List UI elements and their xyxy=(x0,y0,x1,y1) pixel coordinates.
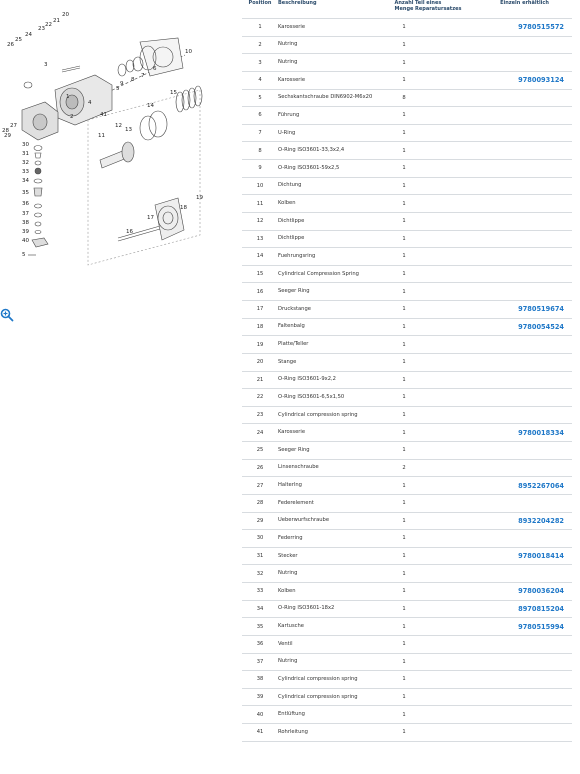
table-row xyxy=(242,248,572,266)
table-row xyxy=(242,213,572,231)
row-quantity: 1 xyxy=(402,77,406,84)
table-row xyxy=(242,654,572,672)
callout-label: 29 xyxy=(4,133,11,139)
row-quantity: 1 xyxy=(402,271,406,278)
row-position: 38 xyxy=(256,676,264,683)
table-row xyxy=(242,424,572,442)
table-body xyxy=(242,19,572,742)
table-row xyxy=(242,142,572,160)
row-part-number[interactable]: 9780036204 xyxy=(518,587,564,596)
row-description: Fuehrungsring xyxy=(278,252,316,259)
row-position: 10 xyxy=(256,182,264,189)
callout-label: 30 xyxy=(22,142,29,148)
row-part-number[interactable]: 8952267064 xyxy=(518,481,564,490)
table-row xyxy=(242,477,572,495)
row-description: U-Ring xyxy=(278,129,296,136)
row-quantity: 1 xyxy=(402,200,406,207)
callout-label: 3 xyxy=(44,62,48,68)
row-part-number[interactable]: 8932204282 xyxy=(518,516,564,525)
row-description: Dichtlippe xyxy=(278,217,305,224)
table-row xyxy=(242,354,572,372)
row-quantity: 1 xyxy=(402,306,406,313)
row-position: 13 xyxy=(256,235,264,242)
callout-label: 27 xyxy=(10,123,17,129)
row-quantity: 1 xyxy=(402,482,406,489)
row-description: Stange xyxy=(278,358,297,365)
row-position: 18 xyxy=(256,323,264,330)
row-quantity: 1 xyxy=(402,165,406,172)
row-position: 37 xyxy=(256,658,264,665)
table-row xyxy=(242,301,572,319)
table-row xyxy=(242,178,572,196)
row-position: 16 xyxy=(256,288,264,295)
callout-label: 24 xyxy=(25,32,32,38)
callout-label: 18 xyxy=(180,205,187,211)
row-position: 23 xyxy=(256,412,264,419)
zoom-in-icon[interactable] xyxy=(0,308,14,322)
row-description: Platte/Teller xyxy=(278,341,309,348)
callout-label: 34 xyxy=(22,178,29,184)
row-position: 31 xyxy=(256,553,264,560)
row-description: Nutring xyxy=(278,59,298,66)
header-quantity: Anzahl Menge xyxy=(394,0,414,12)
row-position: 7 xyxy=(258,130,262,137)
table-row xyxy=(242,266,572,284)
row-description: Entlüftung xyxy=(278,711,305,718)
row-position: 5 xyxy=(258,94,262,101)
callout-label: 10 xyxy=(185,49,192,55)
row-position: 21 xyxy=(256,376,264,383)
callout-label: 36 xyxy=(22,201,29,207)
row-quantity: 1 xyxy=(402,729,406,736)
table-row xyxy=(242,37,572,55)
row-position: 19 xyxy=(256,341,264,348)
row-quantity: 1 xyxy=(402,517,406,524)
row-description: Cylindrical Compression Spring xyxy=(278,270,359,277)
row-quantity: 1 xyxy=(402,500,406,507)
header-repair-kit: Teil eines Reparatursatzes xyxy=(415,0,462,12)
table-row xyxy=(242,195,572,213)
row-description: Sechskantschraube DIN6902-M6x20 xyxy=(278,94,373,101)
table-row xyxy=(242,319,572,337)
table-row xyxy=(242,54,572,72)
row-description: Karosserie xyxy=(278,429,306,436)
table-row xyxy=(242,160,572,178)
table-row xyxy=(242,389,572,407)
callout-label: 17 xyxy=(147,215,154,221)
row-part-number[interactable]: 9780018414 xyxy=(518,552,564,561)
row-description: O-Ring ISO3601-9x2,2 xyxy=(278,376,336,383)
callout-label: 5 xyxy=(22,252,26,258)
row-quantity: 1 xyxy=(402,112,406,119)
row-position: 9 xyxy=(258,165,262,172)
row-part-number[interactable]: 9780018334 xyxy=(518,428,564,437)
row-description: Cylindrical compression spring xyxy=(278,675,358,682)
row-quantity: 1 xyxy=(402,570,406,577)
row-description: O-Ring ISO3601-59x2,5 xyxy=(278,164,340,171)
row-description: Kolben xyxy=(278,200,296,207)
callout-label: 7 xyxy=(141,73,145,79)
row-quantity: 1 xyxy=(402,147,406,154)
row-quantity: 1 xyxy=(402,535,406,542)
row-position: 12 xyxy=(256,218,264,225)
row-description: Seeger Ring xyxy=(278,446,310,453)
callout-label: 35 xyxy=(22,190,29,196)
row-position: 14 xyxy=(256,253,264,260)
row-position: 8 xyxy=(258,147,262,154)
row-quantity: 1 xyxy=(402,605,406,612)
row-position: 40 xyxy=(256,711,264,718)
callout-label: 19 xyxy=(196,195,203,201)
callout-label: 4 xyxy=(88,100,92,106)
callout-label: 37 xyxy=(22,211,29,217)
row-part-number[interactable]: 9780515572 xyxy=(518,23,564,32)
parts-table xyxy=(242,0,572,742)
callout-label: 39 xyxy=(22,229,29,235)
callout-label: 8 xyxy=(131,77,135,83)
row-description: Seeger Ring xyxy=(278,288,310,295)
callout-label: 11 xyxy=(98,133,105,139)
exploded-parts-diagram xyxy=(0,12,205,265)
table-row xyxy=(242,601,572,619)
row-description: Dichtung xyxy=(278,182,302,189)
row-quantity: 1 xyxy=(402,711,406,718)
callout-label: 1 xyxy=(66,94,70,100)
table-row xyxy=(242,583,572,601)
row-quantity: 1 xyxy=(402,641,406,648)
row-description: Ueberwurfschraube xyxy=(278,517,330,524)
row-part-number[interactable]: 9780093124 xyxy=(518,76,564,85)
table-row xyxy=(242,231,572,249)
row-description: O-Ring ISO3601-33,3x2,4 xyxy=(278,147,345,154)
row-quantity: 1 xyxy=(402,288,406,295)
row-description: Faltenbalg xyxy=(278,323,305,330)
row-description: O-Ring ISO3601-18x2 xyxy=(278,605,335,612)
row-description: Karosserie xyxy=(278,76,306,83)
row-quantity: 1 xyxy=(402,447,406,454)
row-quantity: 8 xyxy=(402,94,406,101)
table-row xyxy=(242,336,572,354)
header-single: Einzeln erhältlich xyxy=(500,0,549,6)
row-position: 15 xyxy=(256,271,264,278)
row-position: 26 xyxy=(256,464,264,471)
row-quantity: 1 xyxy=(402,658,406,665)
table-row xyxy=(242,283,572,301)
callout-label: 5 xyxy=(116,86,120,92)
row-quantity: 2 xyxy=(402,464,406,471)
row-description: Cylindrical compression spring xyxy=(278,411,358,418)
row-description: Führung xyxy=(278,111,300,118)
row-description: Nutring xyxy=(278,570,298,577)
row-quantity: 1 xyxy=(402,429,406,436)
row-description: Nutring xyxy=(278,41,298,48)
row-description: Halterlng xyxy=(278,482,302,489)
callout-label: 15 xyxy=(170,90,177,96)
table-row xyxy=(242,495,572,513)
row-quantity: 1 xyxy=(402,130,406,137)
row-position: 2 xyxy=(258,41,262,48)
row-quantity: 1 xyxy=(402,376,406,383)
table-row xyxy=(242,671,572,689)
row-quantity: 1 xyxy=(402,694,406,701)
callout-label: 31 xyxy=(22,151,29,157)
row-quantity: 1 xyxy=(402,253,406,260)
row-quantity: 1 xyxy=(402,323,406,330)
row-description: Karosserie xyxy=(278,23,306,30)
row-part-number[interactable]: 8970815204 xyxy=(518,604,564,613)
row-quantity: 1 xyxy=(402,41,406,48)
row-description: Druckstange xyxy=(278,305,311,312)
table-header xyxy=(242,0,572,19)
row-part-number[interactable]: 9780054524 xyxy=(518,322,564,331)
table-row xyxy=(242,442,572,460)
table-row xyxy=(242,72,572,90)
row-position: 32 xyxy=(256,570,264,577)
row-description: Nutring xyxy=(278,658,298,665)
table-row xyxy=(242,565,572,583)
callout-label: 25 xyxy=(15,37,22,43)
row-position: 4 xyxy=(258,77,262,84)
row-position: 6 xyxy=(258,112,262,119)
row-position: 25 xyxy=(256,447,264,454)
row-description: Cylindrical compression spring xyxy=(278,693,358,700)
table-row xyxy=(242,513,572,531)
row-position: 30 xyxy=(256,535,264,542)
row-description: Rohrleitung xyxy=(278,728,308,735)
row-quantity: 1 xyxy=(402,182,406,189)
table-row xyxy=(242,90,572,108)
row-position: 34 xyxy=(256,605,264,612)
row-description: Stecker xyxy=(278,552,298,559)
table-row xyxy=(242,530,572,548)
row-position: 3 xyxy=(258,59,262,66)
table-row xyxy=(242,724,572,742)
callout-label: 6 xyxy=(153,66,157,72)
table-row xyxy=(242,460,572,478)
row-description: Kolben xyxy=(278,587,296,594)
row-description: O-Ring ISO3601-6,5x1,50 xyxy=(278,393,345,400)
row-quantity: 1 xyxy=(402,341,406,348)
row-position: 11 xyxy=(256,200,264,207)
row-quantity: 1 xyxy=(402,623,406,630)
callout-label: 14 xyxy=(147,103,154,109)
callout-label: 22 xyxy=(45,22,52,28)
row-position: 17 xyxy=(256,306,264,313)
row-part-number[interactable]: 9780515994 xyxy=(518,622,564,631)
header-position: Position xyxy=(248,0,272,6)
row-quantity: 1 xyxy=(402,235,406,242)
row-description: Federelement xyxy=(278,499,314,506)
row-quantity: 1 xyxy=(402,218,406,225)
table-row xyxy=(242,372,572,390)
callout-label: 12 xyxy=(115,123,122,129)
callout-label: 38 xyxy=(22,220,29,226)
row-quantity: 1 xyxy=(402,588,406,595)
row-position: 36 xyxy=(256,641,264,648)
callout-label: 32 xyxy=(22,160,29,166)
callout-label: 40 xyxy=(22,238,29,244)
table-row xyxy=(242,706,572,724)
row-position: 1 xyxy=(258,24,262,31)
row-quantity: 1 xyxy=(402,394,406,401)
callout-label: 16 xyxy=(126,229,133,235)
callout-label: 26 xyxy=(7,42,14,48)
row-position: 33 xyxy=(256,588,264,595)
callout-label: 20 xyxy=(62,12,69,18)
row-position: 28 xyxy=(256,500,264,507)
row-position: 22 xyxy=(256,394,264,401)
table-row xyxy=(242,107,572,125)
row-part-number[interactable]: 9780519674 xyxy=(518,305,564,314)
row-position: 24 xyxy=(256,429,264,436)
callout-label: 33 xyxy=(22,169,29,175)
table-row xyxy=(242,618,572,636)
row-description: Federring xyxy=(278,534,303,541)
table-row xyxy=(242,636,572,654)
row-quantity: 1 xyxy=(402,24,406,31)
row-quantity: 1 xyxy=(402,359,406,366)
row-description: Kartusche xyxy=(278,623,304,630)
table-row xyxy=(242,125,572,143)
row-position: 35 xyxy=(256,623,264,630)
table-row xyxy=(242,19,572,37)
callout-label: 21 xyxy=(53,18,60,24)
row-quantity: 1 xyxy=(402,553,406,560)
table-row xyxy=(242,689,572,707)
row-position: 41 xyxy=(256,729,264,736)
row-description: Linsenschraube xyxy=(278,464,319,471)
callout-label: 13 xyxy=(125,127,132,133)
row-quantity: 1 xyxy=(402,412,406,419)
callout-label: 23 xyxy=(38,26,45,32)
row-description: Dichtlippe xyxy=(278,235,305,242)
row-position: 39 xyxy=(256,694,264,701)
callout-label: 9 xyxy=(120,81,124,87)
header-description: Beschreibung xyxy=(278,0,317,6)
callout-label: 28 xyxy=(2,128,9,134)
row-position: 29 xyxy=(256,517,264,524)
row-quantity: 1 xyxy=(402,676,406,683)
row-description: Ventil xyxy=(278,640,293,647)
callout-label: 41 xyxy=(100,112,107,118)
row-quantity: 1 xyxy=(402,59,406,66)
table-row xyxy=(242,407,572,425)
callout-label: 2 xyxy=(70,114,74,120)
table-row xyxy=(242,548,572,566)
row-position: 20 xyxy=(256,359,264,366)
row-position: 27 xyxy=(256,482,264,489)
